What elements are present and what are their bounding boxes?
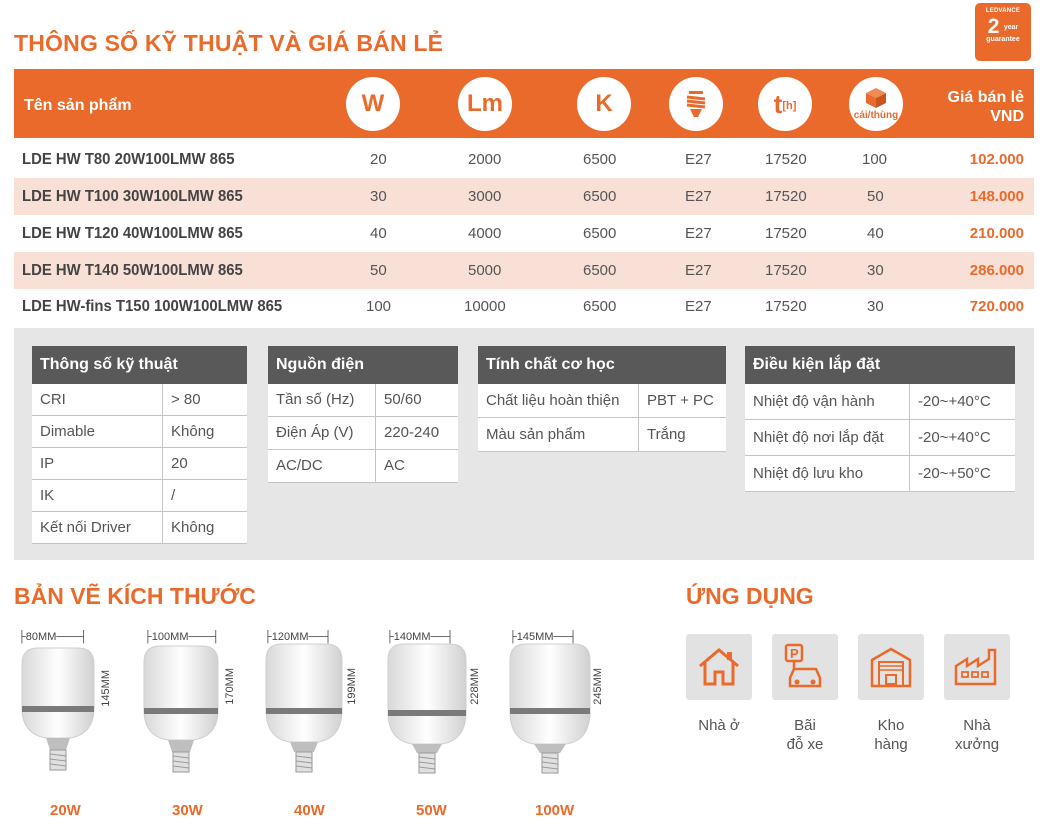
spec-box-title: Nguồn điện xyxy=(268,346,458,384)
kelvin-icon xyxy=(577,77,631,131)
lumen-value: 10000 xyxy=(464,298,506,315)
spec-row xyxy=(32,512,247,544)
bulb-width-label: 140MM xyxy=(393,631,431,643)
lifetime-value: 17520 xyxy=(765,225,807,242)
spec-row xyxy=(478,384,726,418)
spec-key: Điện Áp (V) xyxy=(268,417,376,449)
app-label-line1: Nhà xyxy=(963,717,991,734)
watt-value: 100 xyxy=(366,298,392,315)
spec-key: IK xyxy=(32,480,163,511)
socket-icon xyxy=(669,77,723,131)
spec-row xyxy=(32,480,247,512)
bulb-height-dim xyxy=(592,668,604,705)
kelvin-icon-label: K xyxy=(595,90,613,117)
watt-value: 20 xyxy=(370,151,387,168)
bulb-watt-label: 20W xyxy=(50,802,81,819)
price-value: 102.000 xyxy=(969,151,1024,168)
bulb-20w-drawing xyxy=(18,630,98,778)
spec-key: Chất liệu hoàn thiện xyxy=(478,384,639,417)
product-name: LDE HW T100 30W100LMW 865 xyxy=(22,188,243,205)
bulb-watt-label: 30W xyxy=(172,802,203,819)
lumen-value: 5000 xyxy=(468,262,502,279)
spec-value: Không xyxy=(171,423,215,440)
watt-value: 50 xyxy=(370,262,387,279)
app-label-line2: hàng xyxy=(874,736,908,753)
badge-number: 2 xyxy=(987,15,1000,38)
qty-value: 50 xyxy=(867,188,884,205)
product-name: LDE HW-fins T150 100W100LMW 865 xyxy=(22,298,283,315)
app-label xyxy=(937,716,1017,754)
spec-row xyxy=(745,420,1015,456)
lifetime-icon xyxy=(758,77,812,131)
kelvin-value: 6500 xyxy=(583,225,617,242)
app-label-line1: Bãi xyxy=(794,717,816,734)
lifetime-value: 17520 xyxy=(765,298,807,315)
header-product-name: Tên sản phẩm xyxy=(24,97,132,114)
box-icon xyxy=(849,77,903,131)
bulb-width-dim: ├140MM──┤ xyxy=(386,631,454,643)
spec-value: Trắng xyxy=(647,426,686,443)
bulb-watt-label: 100W xyxy=(535,802,575,819)
kelvin-value: 6500 xyxy=(583,262,617,279)
bulb-height-dim xyxy=(224,668,236,705)
price-value: 148.000 xyxy=(969,188,1024,205)
product-name: LDE HW T80 20W100LMW 865 xyxy=(22,151,235,168)
socket-value: E27 xyxy=(685,225,712,242)
spec-value: Không xyxy=(171,519,215,536)
bulb-height-label: 145MM xyxy=(100,670,112,707)
spec-value: PBT + PC xyxy=(647,392,714,409)
bulb-width-dim: ├80MM───┤ xyxy=(18,631,88,643)
bulb-width-dim: ├145MM──┤ xyxy=(509,631,577,643)
badge-brand: LEDVANCE xyxy=(985,8,1021,14)
spec-key: Kết nối Driver xyxy=(32,512,163,543)
bulb-width-label: 100MM xyxy=(151,631,189,643)
bulb-width-label: 145MM xyxy=(516,631,554,643)
spec-box-title: Tính chất cơ học xyxy=(478,346,726,384)
app-label xyxy=(851,716,931,754)
spec-value: 220-240 xyxy=(384,424,440,441)
bulb-width-dim: ├120MM──┤ xyxy=(264,631,332,643)
header-price-line1: Giá bán lẻ xyxy=(947,89,1024,106)
spec-box-technical xyxy=(32,346,247,544)
bulb-width-label: 120MM xyxy=(271,631,309,643)
lumen-icon xyxy=(458,77,512,131)
spec-key: CRI xyxy=(32,384,163,415)
qty-value: 30 xyxy=(867,298,884,315)
lifetime-icon-sub: [h] xyxy=(782,100,797,112)
house-icon xyxy=(686,634,752,700)
spec-row xyxy=(32,416,247,448)
socket-value: E27 xyxy=(685,262,712,279)
bulb-40w-drawing xyxy=(262,630,346,778)
badge-guarantee: guarantee xyxy=(986,36,1020,43)
socket-value: E27 xyxy=(685,298,712,315)
parking-icon xyxy=(772,634,838,700)
spec-key: Tần số (Hz) xyxy=(268,384,376,416)
price-table-header xyxy=(14,69,1034,138)
kelvin-value: 6500 xyxy=(583,298,617,315)
badge-year: year xyxy=(1003,24,1019,31)
app-label-line2: xưởng xyxy=(954,736,1000,753)
lumen-icon-label: Lm xyxy=(467,90,503,117)
bulb-height-label: 170MM xyxy=(224,668,236,705)
spec-value: / xyxy=(171,487,176,504)
bulb-width-label: 80MM xyxy=(25,631,57,643)
table-row xyxy=(14,252,1034,289)
spec-box-mechanical xyxy=(478,346,726,452)
app-label-line1: Nhà ở xyxy=(698,717,740,734)
spec-box-installation xyxy=(745,346,1015,492)
bulb-100w-drawing xyxy=(506,630,594,778)
spec-key: Dimable xyxy=(32,416,163,447)
spec-value: AC xyxy=(384,457,405,474)
header-price xyxy=(948,88,1024,126)
spec-row xyxy=(268,384,458,417)
watt-value: 40 xyxy=(370,225,387,242)
spec-key: Màu sản phẩm xyxy=(478,418,639,451)
bulb-width-dim: ├100MM───┤ xyxy=(144,631,220,643)
table-row xyxy=(14,288,1034,325)
bulb-height-label: 245MM xyxy=(592,668,604,705)
spec-value: -20~+40°C xyxy=(918,393,991,410)
table-row xyxy=(14,178,1034,215)
bulb-height-dim xyxy=(469,668,481,705)
bulb-watt-label: 50W xyxy=(416,802,447,819)
spec-key: IP xyxy=(32,448,163,479)
warehouse-icon xyxy=(858,634,924,700)
table-row xyxy=(14,215,1034,252)
bulb-height-dim xyxy=(100,670,112,707)
spec-value: -20~+40°C xyxy=(918,429,991,446)
lifetime-icon-label: t xyxy=(773,88,783,119)
lifetime-value: 17520 xyxy=(765,151,807,168)
spec-key: Nhiệt độ lưu kho xyxy=(745,456,910,491)
watt-icon xyxy=(346,77,400,131)
product-name: LDE HW T140 50W100LMW 865 xyxy=(22,262,243,279)
price-value: 286.000 xyxy=(969,262,1024,279)
applications-title: ỨNG DỤNG xyxy=(686,583,814,609)
svg-text:P: P xyxy=(790,646,799,661)
spec-row xyxy=(32,384,247,416)
app-label xyxy=(765,716,845,754)
guarantee-badge xyxy=(975,3,1031,61)
watt-value: 30 xyxy=(370,188,387,205)
spec-row xyxy=(32,448,247,480)
lumen-value: 3000 xyxy=(468,188,502,205)
spec-key: AC/DC xyxy=(268,450,376,482)
bulb-height-label: 228MM xyxy=(469,668,481,705)
lifetime-value: 17520 xyxy=(765,262,807,279)
bulb-30w-drawing xyxy=(140,630,222,778)
product-name: LDE HW T120 40W100LMW 865 xyxy=(22,225,243,242)
bulb-50w-drawing xyxy=(384,630,470,778)
spec-box-title: Thông số kỹ thuật xyxy=(32,346,247,384)
spec-area xyxy=(14,328,1034,560)
bulb-watt-label: 40W xyxy=(294,802,325,819)
table-row xyxy=(14,141,1034,178)
spec-row xyxy=(745,384,1015,420)
app-label-line1: Kho xyxy=(877,717,905,734)
spec-key: Nhiệt độ vận hành xyxy=(745,384,910,419)
kelvin-value: 6500 xyxy=(583,151,617,168)
drawing-title: BẢN VẼ KÍCH THƯỚC xyxy=(14,583,256,609)
spec-key: Nhiệt độ nơi lắp đặt xyxy=(745,420,910,455)
spec-box-power xyxy=(268,346,458,483)
spec-value: > 80 xyxy=(171,391,201,408)
spec-row xyxy=(745,456,1015,492)
box-icon-label: cái/thùng xyxy=(853,110,899,121)
spec-value: -20~+50°C xyxy=(918,465,991,482)
header-price-line2: VND xyxy=(990,108,1024,125)
price-value: 720.000 xyxy=(969,298,1024,315)
lumen-value: 2000 xyxy=(468,151,502,168)
spec-row xyxy=(268,450,458,483)
app-label xyxy=(679,716,759,735)
spec-value: 20 xyxy=(171,455,188,472)
spec-value: 50/60 xyxy=(384,391,422,408)
spec-row xyxy=(268,417,458,450)
bulb-height-dim xyxy=(346,668,358,705)
socket-value: E27 xyxy=(685,188,712,205)
socket-value: E27 xyxy=(685,151,712,168)
qty-value: 30 xyxy=(867,262,884,279)
qty-value: 40 xyxy=(867,225,884,242)
lumen-value: 4000 xyxy=(468,225,502,242)
kelvin-value: 6500 xyxy=(583,188,617,205)
price-value: 210.000 xyxy=(969,225,1024,242)
app-label-line2: đỗ xe xyxy=(786,736,824,753)
factory-icon xyxy=(944,634,1010,700)
lifetime-value: 17520 xyxy=(765,188,807,205)
spec-box-title: Điều kiện lắp đặt xyxy=(745,346,1015,384)
bulb-height-label: 199MM xyxy=(346,668,358,705)
spec-row xyxy=(478,418,726,452)
watt-icon-label: W xyxy=(361,90,385,117)
page-title: THÔNG SỐ KỸ THUẬT VÀ GIÁ BÁN LẺ xyxy=(14,30,444,56)
qty-value: 100 xyxy=(862,151,888,168)
